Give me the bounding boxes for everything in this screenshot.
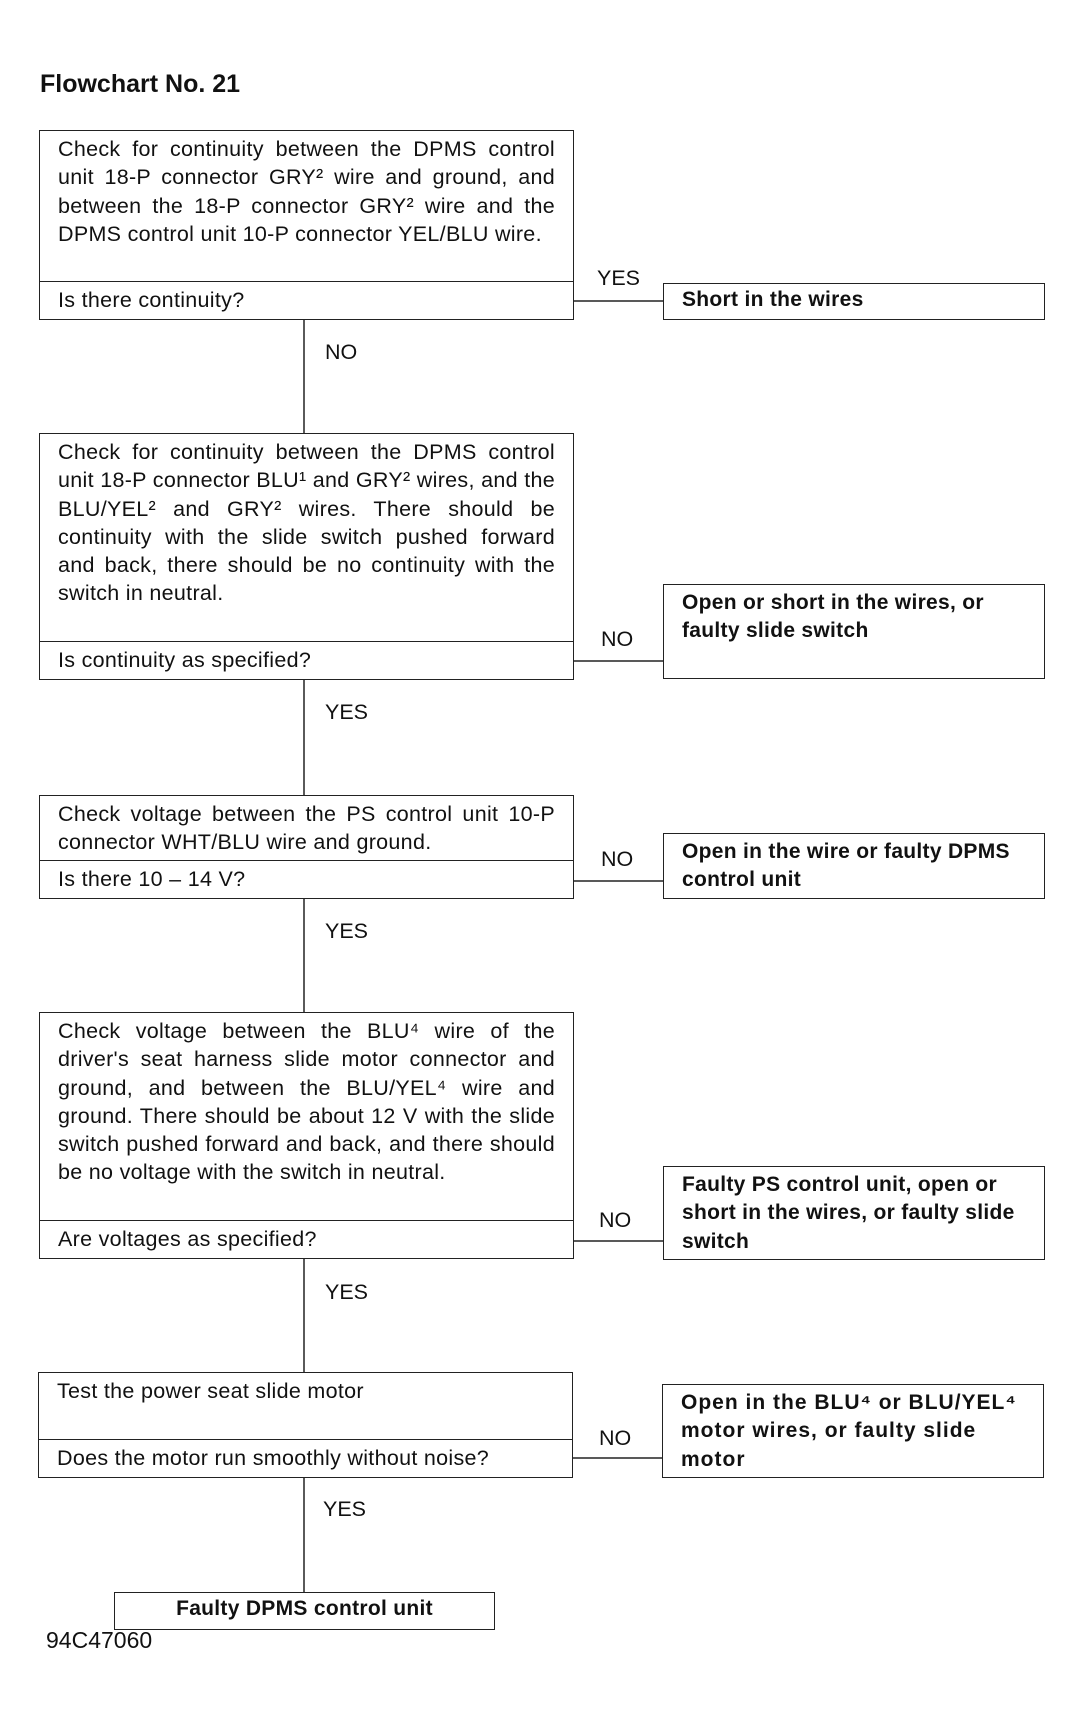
step-2-next-label: YES <box>325 700 369 724</box>
flowchart-title: Flowchart No. 21 <box>40 70 241 98</box>
step-1-branch-label: YES <box>597 266 641 290</box>
step-2-box <box>39 433 574 680</box>
step-2-branch-label: NO <box>601 627 634 651</box>
final-result-box: Faulty DPMS control unit <box>114 1592 495 1630</box>
step-3-next-label: YES <box>325 919 369 943</box>
step-1-result-box: Short in the wires <box>663 283 1045 320</box>
step-4-question: Are voltages as specified? <box>40 1220 573 1258</box>
step-4-check-text: Check voltage between the BLU⁴ wire of the driver's seat harness slide motor connector and ground, and between the BLU/YEL⁴ wire and ground. There should be about 12 V with the slide switch pushed forward and back, and there should be no voltage with the switch in neutral. <box>58 1019 555 1185</box>
step-5-check-text: Test the power seat slide motor <box>57 1379 364 1403</box>
step-5-box <box>38 1372 573 1478</box>
step-5-question: Does the motor run smoothly without noise? <box>39 1439 572 1477</box>
step-4-box <box>39 1012 574 1259</box>
step-5-next-label: YES <box>323 1497 367 1521</box>
step-4-next-label: YES <box>325 1280 369 1304</box>
step-3-result-box: Open in the wire or faulty DPMS control unit <box>663 833 1045 899</box>
step-1-next-label: NO <box>325 340 358 364</box>
step-5-branch-label: NO <box>599 1426 632 1450</box>
step-1-box <box>39 130 574 320</box>
figure-code: 94C47060 <box>46 1627 153 1653</box>
step-4-branch-label: NO <box>599 1208 632 1232</box>
step-1-check-text: Check for continuity between the DPMS control unit 18-P connector GRY² wire and ground, and between the 18-P connector GRY² wire and the DPMS control unit 10-P connector YEL/BLU wire. <box>58 137 555 246</box>
step-2-check-text: Check for continuity between the DPMS control unit 18-P connector BLU¹ and GRY² wires, and the BLU/YEL² and GRY² wires. There should be continuity with the slide switch pushed forward and back, there should be no continuity with the switch in neutral. <box>58 440 555 606</box>
step-4-result-box: Faulty PS control unit, open or short in the wires, or faulty slide switch <box>663 1166 1045 1260</box>
step-2-result-box: Open or short in the wires, or faulty slide switch <box>663 584 1045 679</box>
step-2-question: Is continuity as specified? <box>40 641 573 679</box>
step-1-question: Is there continuity? <box>40 281 573 319</box>
step-3-check-text: Check voltage between the PS control unit 10-P connector WHT/BLU wire and ground. <box>58 802 555 855</box>
step-3-branch-label: NO <box>601 847 634 871</box>
step-3-question: Is there 10 – 14 V? <box>40 860 573 898</box>
step-3-box <box>39 795 574 899</box>
step-5-result-box: Open in the BLU⁴ or BLU/YEL⁴ motor wires, or faulty slide motor <box>662 1384 1044 1478</box>
